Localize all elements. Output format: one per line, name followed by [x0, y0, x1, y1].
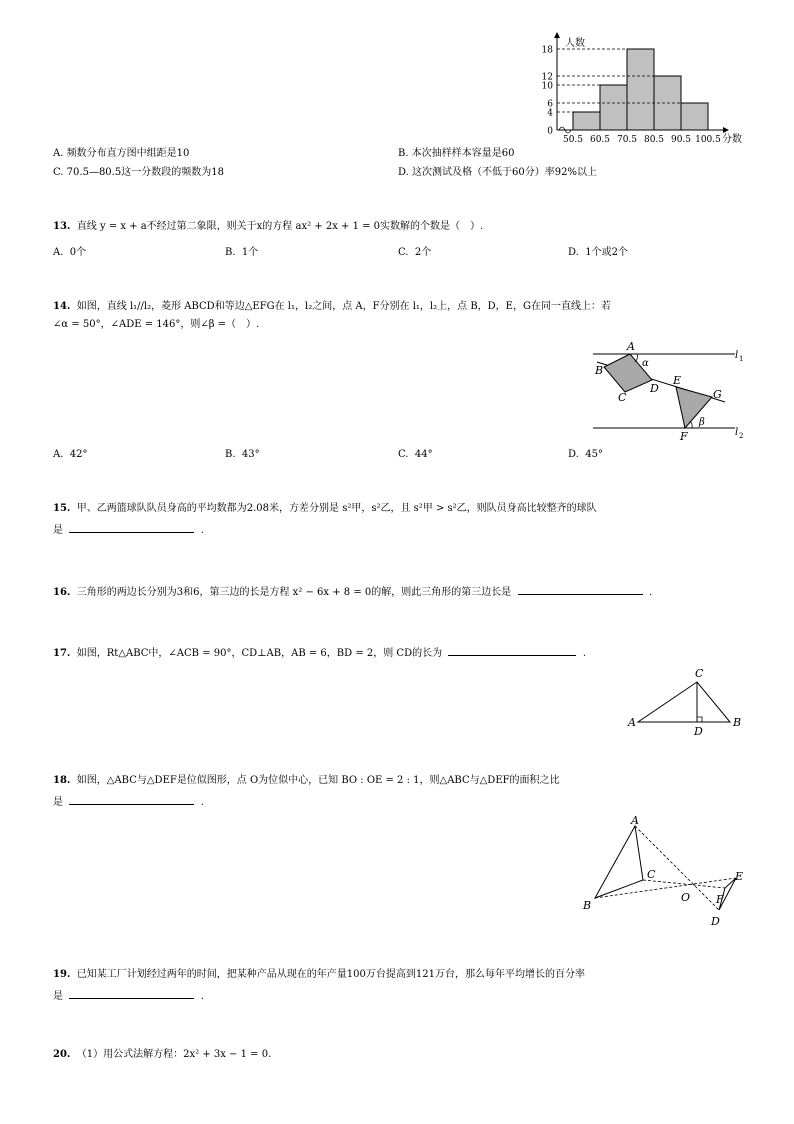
q12-option-b: B. 本次抽样样本容量是60 — [398, 148, 515, 159]
q14-stem-line1: 14. 如图，直线 l₁//l₂，菱形 ABCD和等边△EFG在 l₁，l₂之间，点 A，F分别在 l₁，l₂上，点 B，D，E，G在同一直线上：若 — [53, 301, 611, 312]
q14-option-d: D. 45° — [568, 449, 603, 460]
q17-figure — [625, 665, 750, 740]
x-axis-arrow — [723, 127, 729, 133]
q14-option-a: A. 42° — [53, 449, 88, 460]
svg-text:A: A — [631, 814, 639, 827]
q16-answer-blank[interactable] — [518, 584, 643, 595]
svg-text:β: β — [699, 417, 705, 428]
svg-text:D: D — [650, 382, 659, 395]
y-tick-label-10: 10 — [541, 81, 553, 92]
q18-answer-blank[interactable] — [69, 794, 194, 805]
q19-answer-blank[interactable] — [69, 988, 194, 999]
y-tick-label-0: 0 — [547, 126, 553, 137]
svg-text:D: D — [711, 915, 720, 928]
svg-text:F: F — [716, 893, 724, 906]
q12-option-a: A. 频数分布直方图中组距是10 — [53, 148, 190, 159]
y-tick-label-18: 18 — [541, 45, 553, 56]
bar-90.5-100.5 — [681, 103, 708, 130]
chart-ylabel: 人数 — [565, 38, 585, 49]
q13-option-a: A. 0个 — [53, 247, 87, 258]
svg-text:l: l — [735, 427, 739, 438]
svg-text:E: E — [735, 870, 744, 883]
bar-50.5-60.5 — [573, 112, 600, 130]
q17-stem: 17. 如图，Rt△ABC中，∠ACB = 90°，CD⊥AB，AB = 6，BD = 2，则 CD的长为 . — [53, 645, 586, 661]
y-tick-label-4: 4 — [547, 108, 553, 119]
x-tick-label-50.5: 50.5 — [562, 135, 584, 145]
q13-option-c: C. 2个 — [398, 247, 432, 258]
svg-text:C: C — [695, 667, 704, 680]
svg-text:G: G — [713, 388, 722, 401]
svg-text:A: A — [628, 716, 636, 729]
q13-option-d: D. 1个或2个 — [568, 247, 628, 258]
q20-stem: 20. （1）用公式法解方程：2x² + 3x − 1 = 0. — [53, 1049, 272, 1060]
q14-stem-line2: ∠α = 50°，∠ADE = 146°，则∠β =（ ）. — [53, 319, 260, 330]
q18-stem-line1: 18. 如图，△ABC与△DEF是位似图形，点 O为位似中心，已知 BO : OE = 2 : 1，则△ABC与△DEF的面积之比 — [53, 775, 560, 786]
svg-text:α: α — [642, 358, 649, 369]
q13-option-b: B. 1个 — [225, 247, 259, 258]
q14-figure — [585, 338, 760, 446]
q14-option-b: B. 43° — [225, 449, 260, 460]
q18-figure — [575, 812, 750, 932]
x-tick-label-100.5: 100.5 — [695, 135, 721, 145]
y-tick-label-6: 6 — [547, 99, 553, 110]
x-tick-label-90.5: 90.5 — [670, 135, 692, 145]
bar-70.5-80.5 — [627, 49, 654, 130]
histogram-chart — [535, 30, 775, 150]
svg-text:C: C — [647, 868, 656, 881]
q16-stem: 16. 三角形的两边长分别为3和6，第三边的长是方程 x² − 6x + 8 = 0的解，则此三角形的第三边长是 . — [53, 584, 652, 600]
q15-answer-blank[interactable] — [69, 522, 194, 533]
y-axis-arrow — [554, 32, 560, 38]
svg-text:E: E — [673, 374, 682, 387]
q14-option-c: C. 44° — [398, 449, 433, 460]
x-tick-label-70.5: 70.5 — [616, 135, 638, 145]
svg-text:B: B — [583, 899, 592, 912]
chart-xlabel: 分数 — [722, 134, 742, 145]
q12-option-d: D. 这次测试及格（不低于60分）率92%以上 — [398, 167, 597, 178]
svg-text:A: A — [627, 340, 635, 353]
q12-option-c: C. 70.5—80.5这一分数段的频数为18 — [53, 167, 224, 178]
q13-stem: 13. 直线 y = x + a不经过第二象限，则关于x的方程 ax² + 2x + 1 = 0实数解的个数是（ ）. — [53, 221, 484, 232]
q15-stem-line2: 是 . — [53, 522, 204, 538]
x-tick-label-80.5: 80.5 — [643, 135, 665, 145]
y-tick-label-12: 12 — [541, 72, 553, 83]
q19-stem-line2: 是 . — [53, 988, 204, 1004]
svg-text:l: l — [735, 350, 739, 361]
svg-text:F: F — [680, 430, 688, 443]
svg-text:D: D — [694, 725, 703, 738]
x-tick-label-60.5: 60.5 — [589, 135, 611, 145]
q15-stem-line1: 15. 甲、乙两篮球队队员身高的平均数都为2.08米，方差分别是 s²甲，s²乙，且 s²甲 > s²乙，则队员身高比较整齐的球队 — [53, 503, 597, 514]
q18-stem-line2: 是 . — [53, 794, 204, 810]
svg-text:B: B — [733, 716, 742, 729]
bar-60.5-70.5 — [600, 85, 627, 130]
svg-text:C: C — [618, 391, 627, 404]
svg-text:O: O — [681, 891, 691, 904]
q19-stem-line1: 19. 已知某工厂计划经过两年的时间，把某种产品从现在的年产量100万台提高到121万台，那么每年平均增长的百分率 — [53, 969, 585, 980]
svg-text:2: 2 — [739, 432, 744, 440]
svg-text:1: 1 — [739, 355, 744, 363]
triangle-efg — [676, 387, 712, 428]
q17-answer-blank[interactable] — [448, 645, 576, 656]
svg-text:B: B — [595, 364, 604, 377]
